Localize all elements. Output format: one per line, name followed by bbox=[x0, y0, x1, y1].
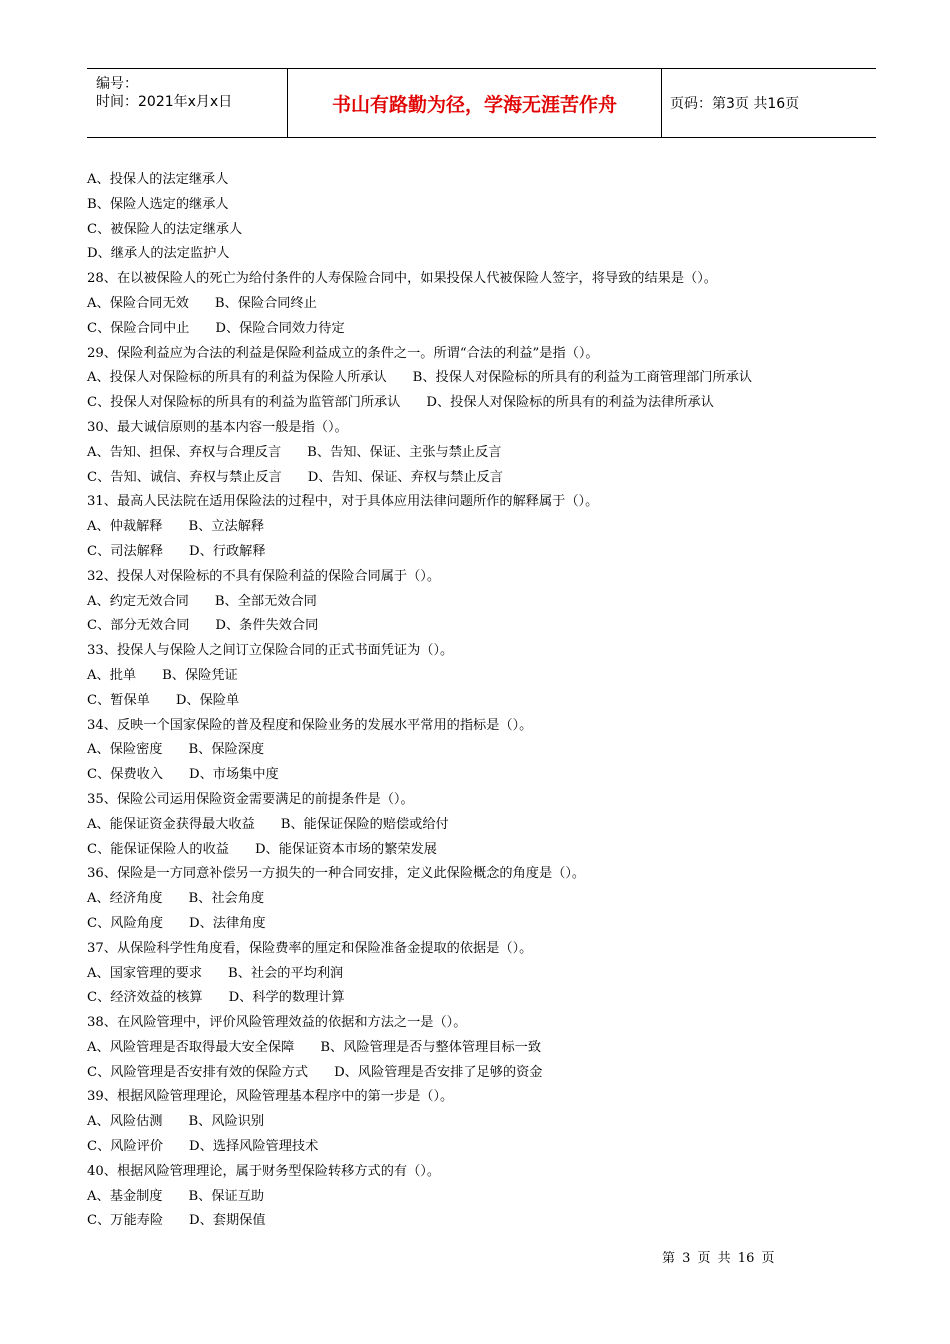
line-text: A、投保人的法定继承人 bbox=[87, 172, 229, 187]
line-text: 39、根据风险管理理论，风险管理基本程序中的第一步是（）。 bbox=[87, 1089, 454, 1105]
line-text: D、保险单 bbox=[175, 692, 240, 708]
option-line bbox=[87, 1061, 877, 1086]
option-line bbox=[87, 689, 877, 714]
header-left-cell bbox=[87, 69, 287, 137]
line-text: C、部分无效合同 bbox=[87, 618, 190, 634]
line-text: A、经济角度 bbox=[87, 891, 163, 907]
option-line bbox=[87, 441, 877, 466]
line-text: A、风险管理是否取得最大安全保障 bbox=[87, 1039, 295, 1055]
line-text: C、风险管理是否安排有效的保险方式 bbox=[87, 1064, 309, 1080]
line-text: D、风险管理是否安排了足够的资金 bbox=[334, 1064, 543, 1080]
option-line bbox=[87, 738, 877, 763]
line-text: D、能保证资本市场的繁荣发展 bbox=[254, 841, 437, 857]
line-text: A、约定无效合同 bbox=[87, 593, 189, 609]
option-line bbox=[87, 838, 877, 863]
line-text: C、能保证保险人的收益 bbox=[87, 841, 229, 857]
line-text: A、保险密度 bbox=[87, 742, 163, 758]
question-line bbox=[87, 937, 877, 962]
line-text: C、司法解释 bbox=[87, 543, 164, 559]
line-text: B、保险凭证 bbox=[162, 667, 238, 683]
option-line bbox=[87, 515, 877, 540]
option-line bbox=[87, 590, 877, 615]
option-line bbox=[87, 1185, 877, 1210]
page-footer: 第 3 页 共 16 页 bbox=[662, 1251, 775, 1266]
line-text: 29、保险利益应为合法的利益是保险利益成立的条件之一。所谓“合法的利益”是指（）。 bbox=[87, 345, 599, 361]
question-line bbox=[87, 490, 877, 515]
line-text: B、社会角度 bbox=[188, 891, 265, 907]
option-line bbox=[87, 887, 877, 912]
line-text: B、告知、保证、主张与禁止反言 bbox=[307, 444, 502, 460]
line-text: D、条件失效合同 bbox=[215, 618, 319, 634]
question-line bbox=[87, 639, 877, 664]
option-line bbox=[87, 986, 877, 1011]
line-text: A、批单 bbox=[87, 667, 137, 683]
line-text: D、法律角度 bbox=[189, 915, 266, 931]
time-label: 时间：2021年x月x日 bbox=[96, 94, 233, 110]
option-line bbox=[87, 366, 877, 391]
line-text: D、市场集中度 bbox=[189, 767, 279, 783]
line-text: 28、在以被保险人的死亡为给付条件的人寿保险合同中，如果投保人代被保险人签字，将导致的结果是（）。 bbox=[87, 271, 717, 287]
option-line bbox=[87, 292, 877, 317]
line-text: A、告知、担保、弃权与合理反言 bbox=[87, 444, 282, 460]
line-text: 38、在风险管理中，评价风险管理效益的依据和方法之一是（）。 bbox=[87, 1015, 467, 1031]
line-text: D、继承人的法定监护人 bbox=[87, 246, 230, 262]
line-text: B、风险管理是否与整体管理目标一致 bbox=[320, 1039, 542, 1055]
option-line bbox=[87, 391, 877, 416]
line-text: B、能保证保险的赔偿或给付 bbox=[280, 816, 449, 832]
header-page-cell bbox=[662, 69, 876, 137]
option-line bbox=[87, 218, 877, 243]
line-text: B、社会的平均利润 bbox=[228, 965, 344, 981]
option-line bbox=[87, 813, 877, 838]
line-text: D、科学的数理计算 bbox=[228, 990, 345, 1006]
line-text: 36、保险是一方同意补偿另一方损失的一种合同安排，定义此保险概念的角度是（）。 bbox=[87, 866, 586, 882]
question-content bbox=[87, 168, 877, 1234]
option-line bbox=[87, 763, 877, 788]
number-label: 编号： bbox=[96, 76, 138, 92]
line-text: B、保险合同终止 bbox=[214, 295, 317, 311]
line-text: B、全部无效合同 bbox=[214, 593, 317, 609]
question-line bbox=[87, 416, 877, 441]
line-text: C、保费收入 bbox=[87, 767, 164, 783]
line-text: 37、从保险科学性角度看，保险费率的厘定和保险准备金提取的依据是（）。 bbox=[87, 940, 533, 956]
line-text: 30、最大诚信原则的基本内容一般是指（）。 bbox=[87, 419, 348, 435]
option-line bbox=[87, 466, 877, 491]
page-header bbox=[87, 68, 876, 138]
line-text: A、保险合同无效 bbox=[87, 295, 189, 311]
line-text: 32、投保人对保险标的不具有保险利益的保险合同属于（）。 bbox=[87, 568, 441, 584]
motto: 书山有路勤为径，学海无涯苦作舟 bbox=[331, 93, 617, 116]
page-label: 页码：第3页 共16页 bbox=[670, 96, 800, 112]
option-line bbox=[87, 614, 877, 639]
line-text: D、告知、保证、弃权与禁止反言 bbox=[307, 469, 503, 485]
line-text: C、风险角度 bbox=[87, 915, 164, 931]
line-text: D、选择风险管理技术 bbox=[189, 1139, 319, 1155]
line-text: D、套期保值 bbox=[189, 1213, 266, 1229]
option-line bbox=[87, 1209, 877, 1234]
line-text: C、风险评价 bbox=[87, 1139, 164, 1155]
question-line bbox=[87, 1085, 877, 1110]
line-text: 31、最高人民法院在适用保险法的过程中，对于具体应用法律问题所作的解释属于（）。 bbox=[87, 494, 599, 510]
line-text: A、风险估测 bbox=[87, 1114, 163, 1130]
line-text: B、投保人对保险标的所具有的利益为工商管理部门所承认 bbox=[412, 370, 753, 386]
question-line bbox=[87, 788, 877, 813]
line-text: A、基金制度 bbox=[87, 1188, 163, 1204]
question-line bbox=[87, 565, 877, 590]
option-line bbox=[87, 962, 877, 987]
line-text: C、告知、诚信、弃权与禁止反言 bbox=[87, 469, 282, 485]
line-text: C、万能寿险 bbox=[87, 1213, 164, 1229]
header-motto-cell bbox=[287, 69, 662, 137]
option-line bbox=[87, 664, 877, 689]
option-line bbox=[87, 317, 877, 342]
question-line bbox=[87, 714, 877, 739]
option-line bbox=[87, 193, 877, 218]
option-line bbox=[87, 912, 877, 937]
line-text: 40、根据风险管理理论，属于财务型保险转移方式的有（）。 bbox=[87, 1163, 441, 1179]
option-line bbox=[87, 1135, 877, 1160]
line-text: B、保险人选定的继承人 bbox=[87, 196, 229, 212]
option-line bbox=[87, 242, 877, 267]
line-text: B、保证互助 bbox=[188, 1188, 265, 1204]
question-line bbox=[87, 1011, 877, 1036]
line-text: A、仲裁解释 bbox=[87, 519, 163, 535]
question-line bbox=[87, 862, 877, 887]
question-line bbox=[87, 342, 877, 367]
question-line bbox=[87, 267, 877, 292]
line-text: A、投保人对保险标的所具有的利益为保险人所承认 bbox=[87, 370, 387, 386]
line-text: A、国家管理的要求 bbox=[87, 965, 203, 981]
line-text: C、被保险人的法定继承人 bbox=[87, 221, 243, 237]
line-text: 34、反映一个国家保险的普及程度和保险业务的发展水平常用的指标是（）。 bbox=[87, 717, 533, 733]
option-line bbox=[87, 1036, 877, 1061]
line-text: C、暂保单 bbox=[87, 692, 150, 708]
line-text: B、风险识别 bbox=[188, 1114, 265, 1130]
line-text: D、行政解释 bbox=[189, 543, 266, 559]
line-text: D、投保人对保险标的所具有的利益为法律所承认 bbox=[426, 395, 714, 411]
option-line bbox=[87, 1110, 877, 1135]
line-text: 35、保险公司运用保险资金需要满足的前提条件是（）。 bbox=[87, 791, 414, 807]
line-text: 33、投保人与保险人之间订立保险合同的正式书面凭证为（）。 bbox=[87, 643, 454, 659]
line-text: B、保险深度 bbox=[188, 742, 265, 758]
question-line bbox=[87, 1160, 877, 1185]
line-text: D、保险合同效力待定 bbox=[215, 320, 345, 336]
line-text: C、投保人对保险标的所具有的利益为监管部门所承认 bbox=[87, 395, 401, 411]
line-text: C、经济效益的核算 bbox=[87, 990, 203, 1006]
line-text: B、立法解释 bbox=[188, 519, 265, 535]
option-line bbox=[87, 540, 877, 565]
line-text: C、保险合同中止 bbox=[87, 320, 190, 336]
line-text: A、能保证资金获得最大收益 bbox=[87, 816, 255, 832]
option-line bbox=[87, 168, 877, 193]
